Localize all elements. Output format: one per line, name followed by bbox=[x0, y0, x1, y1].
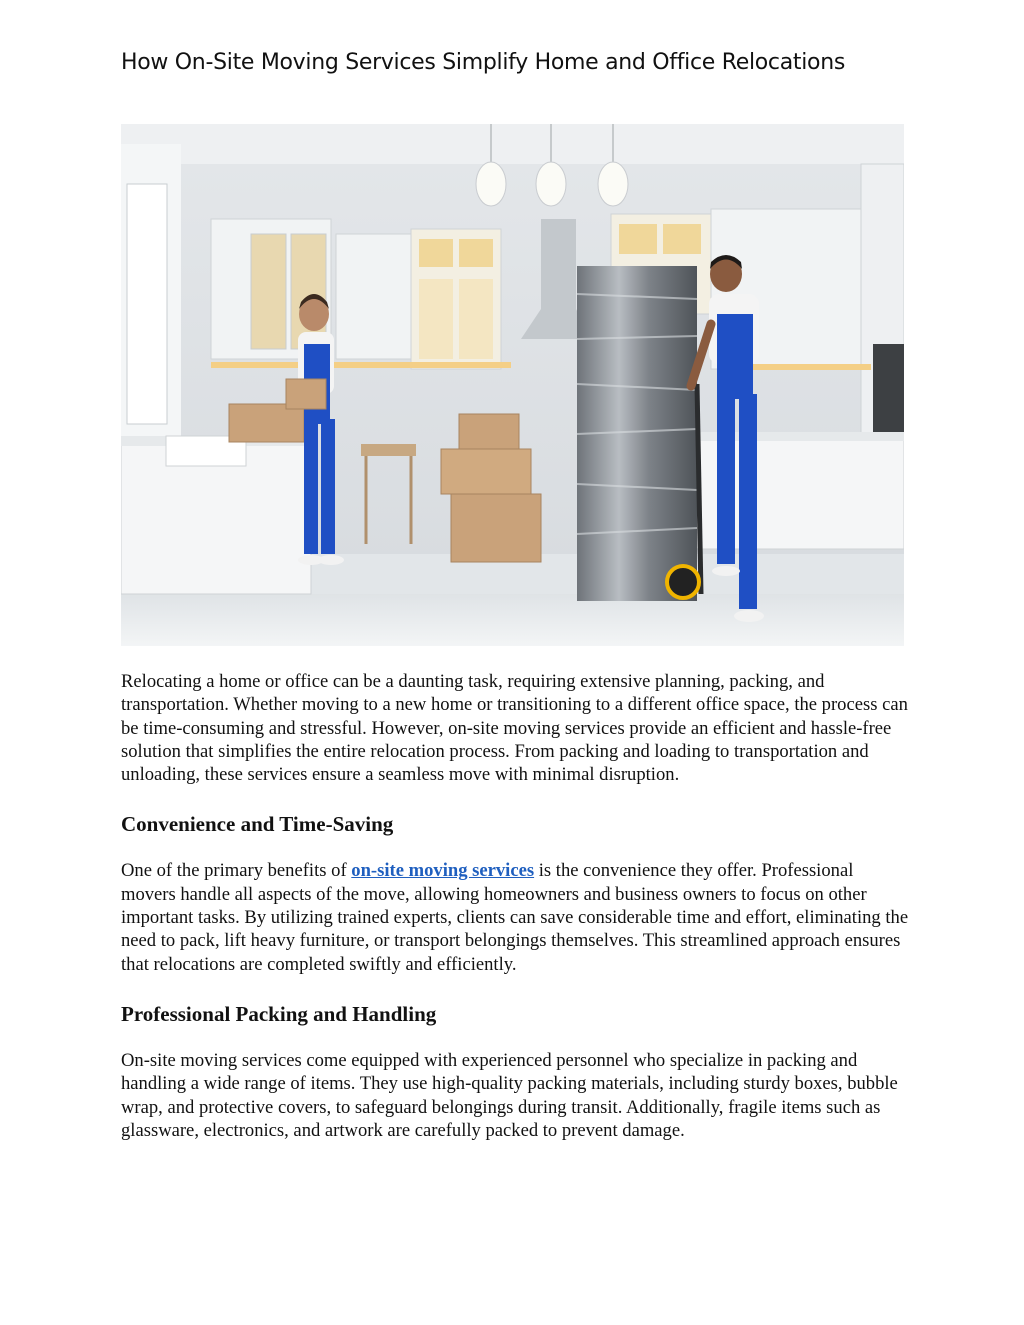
convenience-text-end: is the convenience they offer. Professional movers handle all aspects of the move, allowing homeowners and business owners to focus on other important tasks. By utilizing trained experts, clients can save considerable time and effort, eliminating the need to pack, lift heavy furniture, or transport belongings themselves. This streamlined approach ensures that relocations are completed swiftly and efficiently. bbox=[121, 860, 909, 975]
movers-kitchen-photo-icon bbox=[121, 124, 904, 646]
article-body bbox=[121, 670, 911, 1142]
convenience-paragraph bbox=[121, 859, 911, 975]
packing-paragraph: On-site moving services come equipped with experienced personnel who specialize in packing and handling a wide range of items. They use high-quality packing materials, including sturdy boxes, bubble wrap, and protective covers, to safeguard belongings during transit. Additionally, fragile items such as glassware, electronics, and artwork are carefully packed to prevent damage. bbox=[121, 1049, 898, 1141]
section-heading-convenience: Convenience and Time-Saving bbox=[121, 812, 394, 837]
document-title: How On-Site Moving Services Simplify Home and Office Relocations bbox=[121, 50, 845, 75]
on-site-moving-services-link[interactable]: on-site moving services bbox=[351, 860, 535, 882]
intro-paragraph: Relocating a home or office can be a daunting task, requiring extensive planning, packing, and transportation. Whether moving to a new home or transitioning to a different office space, the process can be time-consuming and stressful. However, on-site moving services provide an efficient and hassle-free solution that simplifies the entire relocation process. From packing and loading to transportation and unloading, these services ensure a seamless move with minimal disruption. bbox=[121, 671, 908, 786]
hero-image bbox=[121, 124, 904, 646]
section-heading-packing: Professional Packing and Handling bbox=[121, 1001, 437, 1026]
convenience-text-start: One of the primary benefits of bbox=[121, 860, 352, 882]
